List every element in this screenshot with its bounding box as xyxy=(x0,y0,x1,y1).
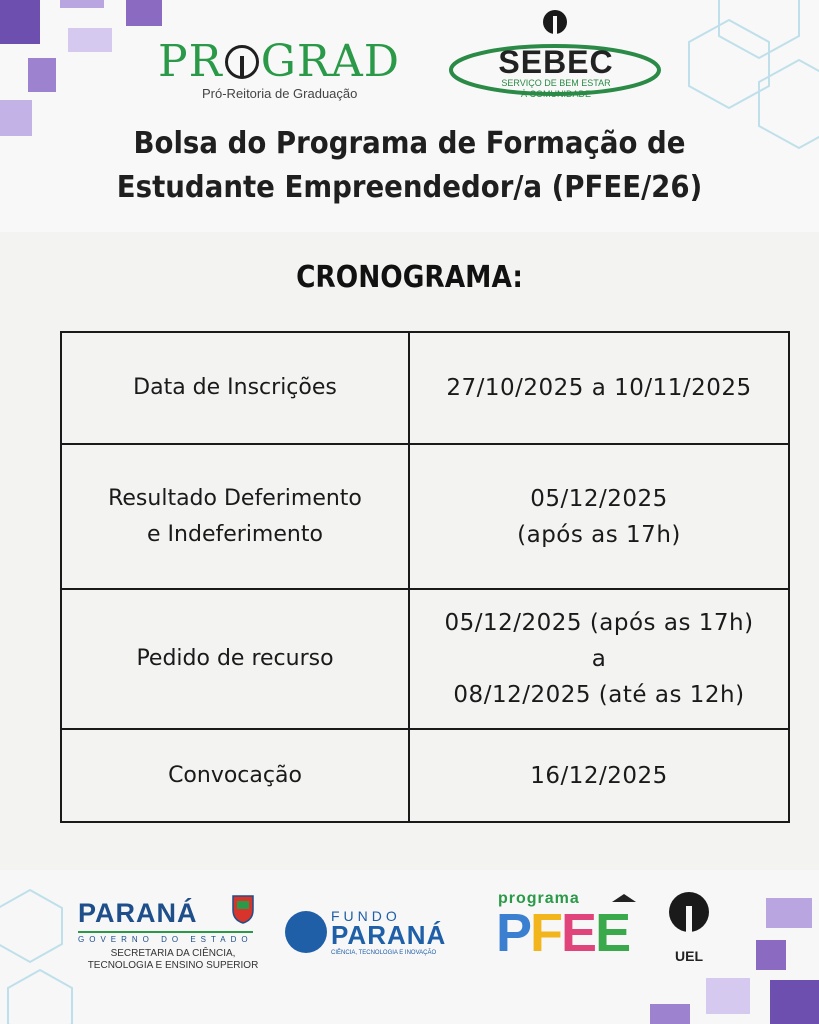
date-line: (após as 17h) xyxy=(517,521,681,548)
uel-emblem-icon xyxy=(669,892,709,932)
decor-square xyxy=(68,28,112,52)
decor-square xyxy=(770,980,819,1024)
date-line: 05/12/2025 xyxy=(530,485,668,512)
pfee-wordmark xyxy=(496,904,629,962)
prograd-o-icon xyxy=(225,45,259,79)
table-row xyxy=(62,590,788,730)
schedule-heading: CRONOGRAMA: xyxy=(296,260,523,295)
pfee-logo xyxy=(496,890,636,966)
label-line: Pedido de recurso xyxy=(136,646,334,671)
table-cell-date xyxy=(410,445,788,588)
globe-icon xyxy=(285,911,327,953)
decor-square xyxy=(60,0,104,8)
parana-wordmark: PARANÁ xyxy=(78,898,198,928)
date-line: a xyxy=(591,646,607,672)
parana-secretariat xyxy=(78,948,268,972)
title-line-2: Estudante Empreendedor/a (PFEE/26) xyxy=(116,170,703,205)
secretariat-line-2: TECNOLOGIA E ENSINO SUPERIOR xyxy=(87,960,259,971)
table-cell-date xyxy=(410,730,788,821)
uel-wordmark: UEL xyxy=(675,948,703,964)
sebec-subtitle-1: SERVIÇO DE BEM ESTAR xyxy=(501,78,611,88)
pfee-letter: E xyxy=(561,903,596,963)
graduation-cap-icon xyxy=(612,894,636,902)
footer xyxy=(0,870,819,1024)
prograd-logo xyxy=(158,36,401,101)
pfee-letter: F xyxy=(530,903,562,963)
pfee-program-label: programa xyxy=(498,890,580,907)
date-line: 05/12/2025 (após as 17h) xyxy=(444,610,754,636)
sebec-logo xyxy=(446,8,664,100)
table-row xyxy=(62,445,788,590)
prograd-wordmark xyxy=(158,36,401,87)
table-row xyxy=(62,730,788,821)
sebec-wordmark: SEBEC xyxy=(498,44,614,80)
date-line: 16/12/2025 xyxy=(530,762,668,789)
parana-gov-text: GOVERNO DO ESTADO xyxy=(78,931,253,944)
prograd-subtitle: Pró-Reitoria de Graduação xyxy=(202,86,358,101)
page-title xyxy=(33,122,786,210)
coat-of-arms-icon xyxy=(230,892,256,924)
label-line: e Indeferimento xyxy=(147,521,323,547)
decor-square xyxy=(0,100,32,136)
fundo-subtitle: CIÊNCIA, TECNOLOGIA E INOVAÇÃO xyxy=(331,950,437,956)
decor-square xyxy=(766,898,812,928)
label-line: Data de Inscrições xyxy=(133,375,337,400)
decor-square xyxy=(28,58,56,92)
decor-square xyxy=(126,0,162,26)
sebec-subtitle-2: À COMUNIDADE xyxy=(520,89,591,99)
schedule-table xyxy=(60,331,790,823)
header xyxy=(0,0,819,232)
parana-government-logo xyxy=(78,898,268,972)
prograd-text-grad: GRAD xyxy=(260,36,401,87)
table-cell-date xyxy=(410,333,788,443)
table-cell-label xyxy=(62,333,410,443)
title-line-1: Bolsa do Programa de Formação de xyxy=(133,126,686,161)
table-cell-label xyxy=(62,590,410,728)
pfee-letter: E xyxy=(595,903,630,963)
decor-square xyxy=(706,978,750,1014)
date-line: 08/12/2025 (até as 12h) xyxy=(453,682,745,708)
fundo-wordmark: PARANÁ xyxy=(331,920,447,950)
date-line: 27/10/2025 a 10/11/2025 xyxy=(446,375,752,401)
label-line: Resultado Deferimento xyxy=(108,485,362,511)
fundo-parana-logo xyxy=(285,908,480,958)
decor-square xyxy=(650,1004,690,1024)
table-cell-label xyxy=(62,445,410,588)
table-row xyxy=(62,333,788,445)
prograd-text-pr: PR xyxy=(158,36,223,87)
label-line: Convocação xyxy=(168,762,302,788)
uel-logo xyxy=(664,892,714,968)
secretariat-line-1: SECRETARIA DA CIÊNCIA, xyxy=(110,948,236,959)
pfee-letter: P xyxy=(496,903,531,963)
table-cell-label xyxy=(62,730,410,821)
fundo-label: FUNDO xyxy=(331,908,401,924)
decor-square xyxy=(756,940,786,970)
table-cell-date xyxy=(410,590,788,728)
decor-square xyxy=(0,0,40,44)
hexagon-pattern-decor xyxy=(0,870,90,1024)
